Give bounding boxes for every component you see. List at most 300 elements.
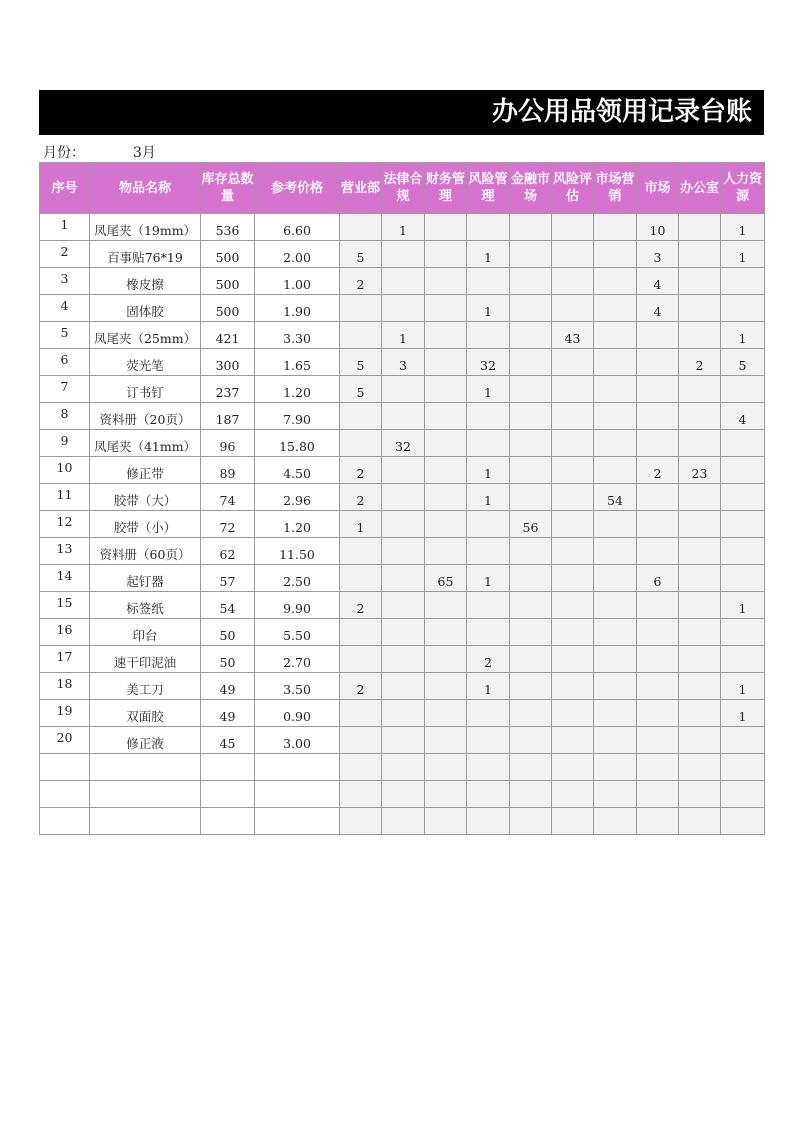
cell-dept-quantity[interactable] [637,727,679,754]
cell-dept-quantity[interactable] [510,430,552,457]
cell-dept-quantity[interactable] [594,214,637,241]
cell-ref-price[interactable] [255,754,340,781]
cell-item-name[interactable] [90,754,201,781]
cell-dept-quantity[interactable]: 54 [594,484,637,511]
cell-dept-quantity[interactable] [467,754,510,781]
cell-dept-quantity[interactable] [425,592,467,619]
cell-ref-price[interactable]: 9.90 [255,592,340,619]
cell-dept-quantity[interactable] [679,403,721,430]
cell-dept-quantity[interactable] [340,754,382,781]
cell-dept-quantity[interactable] [552,646,594,673]
cell-dept-quantity[interactable] [594,646,637,673]
cell-dept-quantity[interactable] [510,646,552,673]
cell-dept-quantity[interactable] [721,619,765,646]
cell-dept-quantity[interactable] [594,673,637,700]
cell-ref-price[interactable]: 6.60 [255,214,340,241]
cell-dept-quantity[interactable] [594,727,637,754]
cell-dept-quantity[interactable] [679,484,721,511]
cell-dept-quantity[interactable] [594,781,637,808]
cell-item-name[interactable]: 资料册（20页） [90,403,201,430]
cell-dept-quantity[interactable] [594,295,637,322]
cell-serial-no[interactable]: 14 [40,565,90,592]
cell-item-name[interactable]: 胶带（小） [90,511,201,538]
cell-ref-price[interactable]: 5.50 [255,619,340,646]
cell-dept-quantity[interactable] [510,754,552,781]
cell-dept-quantity[interactable]: 23 [679,457,721,484]
cell-dept-quantity[interactable]: 6 [637,565,679,592]
cell-dept-quantity[interactable] [679,214,721,241]
cell-dept-quantity[interactable] [510,403,552,430]
cell-ref-price[interactable]: 1.00 [255,268,340,295]
cell-ref-price[interactable]: 4.50 [255,457,340,484]
cell-dept-quantity[interactable] [382,403,425,430]
cell-dept-quantity[interactable] [425,430,467,457]
cell-dept-quantity[interactable]: 56 [510,511,552,538]
cell-dept-quantity[interactable] [467,808,510,835]
cell-serial-no[interactable]: 12 [40,511,90,538]
cell-dept-quantity[interactable] [340,430,382,457]
cell-dept-quantity[interactable]: 2 [340,484,382,511]
cell-stock-total[interactable]: 72 [201,511,255,538]
cell-serial-no[interactable]: 19 [40,700,90,727]
cell-dept-quantity[interactable] [510,565,552,592]
cell-serial-no[interactable]: 3 [40,268,90,295]
cell-dept-quantity[interactable] [594,592,637,619]
cell-serial-no[interactable]: 1 [40,214,90,241]
cell-dept-quantity[interactable]: 1 [467,295,510,322]
cell-stock-total[interactable]: 421 [201,322,255,349]
cell-item-name[interactable]: 荧光笔 [90,349,201,376]
cell-dept-quantity[interactable]: 1 [382,322,425,349]
cell-dept-quantity[interactable] [467,214,510,241]
cell-stock-total[interactable]: 74 [201,484,255,511]
cell-item-name[interactable]: 凤尾夹（41mm） [90,430,201,457]
cell-dept-quantity[interactable] [679,646,721,673]
cell-item-name[interactable]: 双面胶 [90,700,201,727]
cell-dept-quantity[interactable] [382,484,425,511]
cell-dept-quantity[interactable] [340,700,382,727]
cell-dept-quantity[interactable] [637,376,679,403]
cell-dept-quantity[interactable]: 1 [467,457,510,484]
cell-dept-quantity[interactable] [340,565,382,592]
cell-dept-quantity[interactable] [594,808,637,835]
cell-dept-quantity[interactable] [425,673,467,700]
cell-dept-quantity[interactable] [382,241,425,268]
cell-dept-quantity[interactable] [721,781,765,808]
cell-dept-quantity[interactable] [552,592,594,619]
cell-ref-price[interactable]: 1.90 [255,295,340,322]
cell-item-name[interactable]: 起钉器 [90,565,201,592]
cell-dept-quantity[interactable]: 5 [721,349,765,376]
cell-ref-price[interactable]: 3.00 [255,727,340,754]
cell-dept-quantity[interactable]: 2 [340,457,382,484]
cell-dept-quantity[interactable] [425,646,467,673]
cell-dept-quantity[interactable] [721,646,765,673]
cell-dept-quantity[interactable] [425,322,467,349]
cell-dept-quantity[interactable] [637,484,679,511]
cell-dept-quantity[interactable]: 2 [467,646,510,673]
cell-dept-quantity[interactable]: 32 [467,349,510,376]
cell-dept-quantity[interactable] [594,322,637,349]
cell-item-name[interactable]: 印台 [90,619,201,646]
cell-dept-quantity[interactable] [594,700,637,727]
cell-dept-quantity[interactable] [552,349,594,376]
cell-dept-quantity[interactable] [679,511,721,538]
cell-serial-no[interactable] [40,781,90,808]
cell-dept-quantity[interactable]: 1 [467,484,510,511]
cell-dept-quantity[interactable] [637,808,679,835]
cell-dept-quantity[interactable] [594,754,637,781]
cell-dept-quantity[interactable] [382,376,425,403]
cell-dept-quantity[interactable] [679,781,721,808]
cell-item-name[interactable] [90,808,201,835]
month-value[interactable]: 3月 [133,145,156,161]
cell-dept-quantity[interactable] [552,538,594,565]
cell-dept-quantity[interactable] [382,511,425,538]
cell-dept-quantity[interactable] [594,619,637,646]
cell-dept-quantity[interactable]: 1 [467,565,510,592]
cell-dept-quantity[interactable] [552,808,594,835]
cell-dept-quantity[interactable] [467,268,510,295]
cell-dept-quantity[interactable] [679,268,721,295]
cell-dept-quantity[interactable] [594,565,637,592]
cell-dept-quantity[interactable] [425,484,467,511]
cell-serial-no[interactable]: 5 [40,322,90,349]
cell-dept-quantity[interactable] [637,511,679,538]
cell-dept-quantity[interactable] [382,754,425,781]
cell-serial-no[interactable]: 11 [40,484,90,511]
cell-stock-total[interactable]: 89 [201,457,255,484]
cell-stock-total[interactable]: 50 [201,646,255,673]
cell-ref-price[interactable]: 3.50 [255,673,340,700]
cell-ref-price[interactable] [255,808,340,835]
cell-stock-total[interactable] [201,808,255,835]
cell-dept-quantity[interactable]: 2 [340,592,382,619]
cell-dept-quantity[interactable] [467,430,510,457]
cell-dept-quantity[interactable] [510,538,552,565]
cell-ref-price[interactable]: 2.70 [255,646,340,673]
cell-dept-quantity[interactable] [679,565,721,592]
cell-stock-total[interactable]: 187 [201,403,255,430]
cell-dept-quantity[interactable] [637,430,679,457]
cell-stock-total[interactable]: 536 [201,214,255,241]
cell-dept-quantity[interactable] [340,781,382,808]
cell-dept-quantity[interactable] [594,430,637,457]
cell-dept-quantity[interactable]: 5 [340,241,382,268]
cell-stock-total[interactable]: 500 [201,268,255,295]
cell-dept-quantity[interactable] [679,592,721,619]
cell-ref-price[interactable]: 2.50 [255,565,340,592]
cell-dept-quantity[interactable] [382,268,425,295]
cell-ref-price[interactable]: 1.20 [255,511,340,538]
cell-dept-quantity[interactable] [425,457,467,484]
cell-dept-quantity[interactable] [594,457,637,484]
cell-dept-quantity[interactable] [382,673,425,700]
cell-serial-no[interactable]: 16 [40,619,90,646]
cell-item-name[interactable]: 资料册（60页） [90,538,201,565]
cell-serial-no[interactable]: 7 [40,376,90,403]
cell-ref-price[interactable] [255,781,340,808]
cell-dept-quantity[interactable] [467,322,510,349]
cell-dept-quantity[interactable] [637,781,679,808]
cell-dept-quantity[interactable] [425,349,467,376]
cell-item-name[interactable]: 凤尾夹（19mm） [90,214,201,241]
cell-dept-quantity[interactable] [510,673,552,700]
cell-dept-quantity[interactable] [340,403,382,430]
cell-ref-price[interactable]: 2.00 [255,241,340,268]
cell-item-name[interactable]: 美工刀 [90,673,201,700]
cell-dept-quantity[interactable]: 3 [637,241,679,268]
cell-dept-quantity[interactable] [425,376,467,403]
cell-dept-quantity[interactable]: 2 [637,457,679,484]
cell-dept-quantity[interactable] [552,214,594,241]
cell-dept-quantity[interactable] [340,214,382,241]
cell-serial-no[interactable]: 2 [40,241,90,268]
cell-dept-quantity[interactable] [467,727,510,754]
cell-dept-quantity[interactable]: 1 [721,592,765,619]
cell-dept-quantity[interactable] [382,565,425,592]
cell-dept-quantity[interactable] [425,511,467,538]
cell-dept-quantity[interactable] [510,268,552,295]
cell-dept-quantity[interactable] [637,646,679,673]
cell-dept-quantity[interactable] [594,538,637,565]
cell-dept-quantity[interactable] [382,646,425,673]
cell-dept-quantity[interactable] [721,727,765,754]
cell-serial-no[interactable]: 10 [40,457,90,484]
cell-stock-total[interactable]: 50 [201,619,255,646]
cell-dept-quantity[interactable] [721,538,765,565]
cell-dept-quantity[interactable]: 4 [637,295,679,322]
cell-dept-quantity[interactable] [721,484,765,511]
cell-dept-quantity[interactable] [552,727,594,754]
cell-dept-quantity[interactable] [425,403,467,430]
cell-dept-quantity[interactable]: 1 [467,241,510,268]
cell-dept-quantity[interactable] [594,403,637,430]
cell-dept-quantity[interactable]: 1 [721,214,765,241]
cell-dept-quantity[interactable] [679,430,721,457]
cell-dept-quantity[interactable] [552,511,594,538]
cell-dept-quantity[interactable] [637,619,679,646]
cell-dept-quantity[interactable] [382,592,425,619]
cell-item-name[interactable]: 固体胶 [90,295,201,322]
cell-dept-quantity[interactable] [552,700,594,727]
cell-dept-quantity[interactable] [467,781,510,808]
cell-dept-quantity[interactable] [552,376,594,403]
cell-dept-quantity[interactable] [425,241,467,268]
cell-serial-no[interactable]: 9 [40,430,90,457]
cell-item-name[interactable]: 速干印泥油 [90,646,201,673]
cell-serial-no[interactable]: 8 [40,403,90,430]
cell-dept-quantity[interactable] [340,808,382,835]
cell-dept-quantity[interactable]: 3 [382,349,425,376]
cell-stock-total[interactable]: 62 [201,538,255,565]
cell-dept-quantity[interactable] [552,754,594,781]
cell-dept-quantity[interactable] [425,754,467,781]
cell-stock-total[interactable]: 57 [201,565,255,592]
cell-dept-quantity[interactable] [382,727,425,754]
cell-dept-quantity[interactable] [382,619,425,646]
cell-dept-quantity[interactable]: 1 [721,322,765,349]
cell-dept-quantity[interactable] [637,673,679,700]
cell-dept-quantity[interactable] [425,268,467,295]
cell-dept-quantity[interactable]: 5 [340,349,382,376]
cell-item-name[interactable]: 百事贴76*19 [90,241,201,268]
cell-ref-price[interactable]: 15.80 [255,430,340,457]
cell-dept-quantity[interactable] [425,295,467,322]
cell-dept-quantity[interactable] [721,430,765,457]
cell-dept-quantity[interactable] [467,592,510,619]
cell-dept-quantity[interactable] [679,241,721,268]
cell-dept-quantity[interactable] [594,241,637,268]
cell-dept-quantity[interactable] [552,241,594,268]
cell-dept-quantity[interactable] [637,403,679,430]
cell-serial-no[interactable]: 4 [40,295,90,322]
cell-stock-total[interactable]: 49 [201,673,255,700]
cell-dept-quantity[interactable] [679,295,721,322]
cell-serial-no[interactable]: 13 [40,538,90,565]
cell-dept-quantity[interactable] [510,808,552,835]
cell-dept-quantity[interactable]: 65 [425,565,467,592]
cell-serial-no[interactable]: 6 [40,349,90,376]
cell-dept-quantity[interactable]: 5 [340,376,382,403]
cell-stock-total[interactable] [201,781,255,808]
cell-dept-quantity[interactable] [552,673,594,700]
cell-stock-total[interactable]: 500 [201,295,255,322]
cell-dept-quantity[interactable] [679,376,721,403]
cell-dept-quantity[interactable] [637,700,679,727]
cell-dept-quantity[interactable]: 1 [467,376,510,403]
cell-dept-quantity[interactable]: 1 [721,700,765,727]
cell-dept-quantity[interactable] [425,538,467,565]
cell-dept-quantity[interactable] [721,511,765,538]
cell-dept-quantity[interactable]: 2 [340,673,382,700]
cell-dept-quantity[interactable] [679,808,721,835]
cell-dept-quantity[interactable] [510,619,552,646]
cell-stock-total[interactable]: 500 [201,241,255,268]
cell-serial-no[interactable] [40,808,90,835]
cell-dept-quantity[interactable] [340,322,382,349]
cell-dept-quantity[interactable] [510,457,552,484]
cell-dept-quantity[interactable] [425,619,467,646]
cell-stock-total[interactable]: 49 [201,700,255,727]
cell-dept-quantity[interactable] [467,538,510,565]
cell-ref-price[interactable]: 1.65 [255,349,340,376]
cell-dept-quantity[interactable] [510,727,552,754]
cell-dept-quantity[interactable] [552,565,594,592]
cell-dept-quantity[interactable] [425,727,467,754]
cell-dept-quantity[interactable] [510,376,552,403]
cell-dept-quantity[interactable] [382,700,425,727]
cell-dept-quantity[interactable] [340,538,382,565]
cell-serial-no[interactable]: 18 [40,673,90,700]
cell-item-name[interactable]: 标签纸 [90,592,201,619]
cell-dept-quantity[interactable] [510,241,552,268]
cell-dept-quantity[interactable] [382,538,425,565]
cell-item-name[interactable]: 修正液 [90,727,201,754]
cell-dept-quantity[interactable] [594,376,637,403]
cell-dept-quantity[interactable] [340,619,382,646]
cell-dept-quantity[interactable] [510,295,552,322]
cell-dept-quantity[interactable] [510,592,552,619]
cell-dept-quantity[interactable] [721,754,765,781]
cell-dept-quantity[interactable]: 10 [637,214,679,241]
cell-dept-quantity[interactable]: 1 [340,511,382,538]
cell-item-name[interactable]: 胶带（大） [90,484,201,511]
cell-dept-quantity[interactable] [721,295,765,322]
cell-dept-quantity[interactable]: 1 [721,241,765,268]
cell-stock-total[interactable]: 237 [201,376,255,403]
cell-dept-quantity[interactable] [552,403,594,430]
cell-dept-quantity[interactable] [721,268,765,295]
cell-dept-quantity[interactable] [721,457,765,484]
cell-dept-quantity[interactable] [510,700,552,727]
cell-ref-price[interactable]: 3.30 [255,322,340,349]
cell-dept-quantity[interactable] [721,565,765,592]
cell-ref-price[interactable]: 7.90 [255,403,340,430]
cell-dept-quantity[interactable] [594,511,637,538]
cell-dept-quantity[interactable] [552,457,594,484]
cell-dept-quantity[interactable] [552,484,594,511]
cell-dept-quantity[interactable] [467,619,510,646]
cell-dept-quantity[interactable]: 1 [721,673,765,700]
cell-dept-quantity[interactable]: 2 [340,268,382,295]
cell-dept-quantity[interactable] [594,268,637,295]
cell-dept-quantity[interactable] [679,673,721,700]
cell-dept-quantity[interactable]: 2 [679,349,721,376]
cell-item-name[interactable]: 凤尾夹（25mm） [90,322,201,349]
cell-dept-quantity[interactable] [510,322,552,349]
cell-ref-price[interactable]: 2.96 [255,484,340,511]
cell-item-name[interactable] [90,781,201,808]
cell-dept-quantity[interactable] [510,484,552,511]
cell-dept-quantity[interactable] [679,700,721,727]
cell-dept-quantity[interactable] [552,619,594,646]
cell-dept-quantity[interactable]: 4 [637,268,679,295]
cell-serial-no[interactable]: 20 [40,727,90,754]
cell-dept-quantity[interactable] [637,592,679,619]
cell-dept-quantity[interactable] [679,322,721,349]
cell-dept-quantity[interactable]: 1 [382,214,425,241]
cell-dept-quantity[interactable] [467,700,510,727]
cell-dept-quantity[interactable] [552,781,594,808]
cell-dept-quantity[interactable] [510,349,552,376]
cell-dept-quantity[interactable] [552,268,594,295]
cell-dept-quantity[interactable] [382,295,425,322]
cell-dept-quantity[interactable] [340,295,382,322]
cell-dept-quantity[interactable] [594,349,637,376]
cell-dept-quantity[interactable]: 1 [467,673,510,700]
cell-dept-quantity[interactable] [679,727,721,754]
cell-dept-quantity[interactable] [679,538,721,565]
cell-dept-quantity[interactable] [637,754,679,781]
cell-dept-quantity[interactable]: 4 [721,403,765,430]
cell-item-name[interactable]: 橡皮擦 [90,268,201,295]
cell-item-name[interactable]: 修正带 [90,457,201,484]
cell-dept-quantity[interactable] [679,619,721,646]
cell-serial-no[interactable]: 17 [40,646,90,673]
cell-dept-quantity[interactable] [340,727,382,754]
cell-stock-total[interactable]: 300 [201,349,255,376]
cell-serial-no[interactable] [40,754,90,781]
cell-dept-quantity[interactable] [425,700,467,727]
cell-dept-quantity[interactable] [340,646,382,673]
cell-dept-quantity[interactable] [510,781,552,808]
cell-dept-quantity[interactable]: 32 [382,430,425,457]
cell-serial-no[interactable]: 15 [40,592,90,619]
cell-dept-quantity[interactable] [679,754,721,781]
cell-dept-quantity[interactable] [637,349,679,376]
cell-dept-quantity[interactable] [467,403,510,430]
